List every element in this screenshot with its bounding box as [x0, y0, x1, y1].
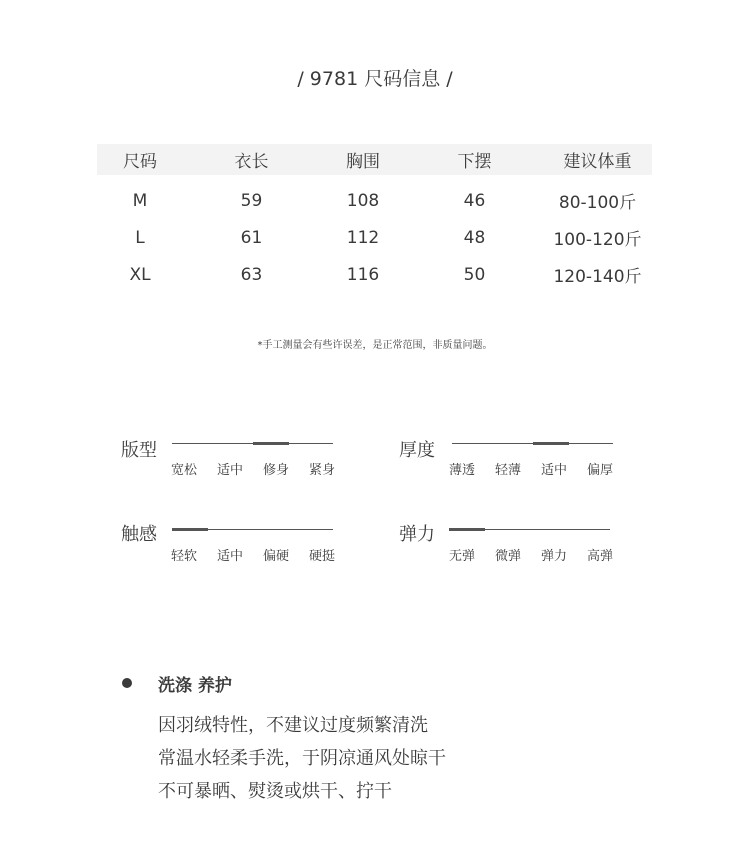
- header-cell: 尺码: [123, 152, 157, 172]
- table-row: [97, 256, 652, 293]
- table-cell: 59: [240, 190, 263, 211]
- scale-option: 无弹: [448, 549, 475, 564]
- header-cell: 衣长: [234, 152, 269, 172]
- table-cell: 108: [346, 190, 380, 211]
- scale-option: 弹力: [540, 549, 567, 564]
- scale-option: 适中: [216, 549, 243, 564]
- scale-option: 薄透: [448, 463, 475, 478]
- scale-marker: [172, 528, 208, 531]
- scale-option: 轻软: [170, 549, 197, 564]
- table-cell: 46: [463, 190, 486, 211]
- bullet-icon: [122, 678, 132, 688]
- scale-marker: [253, 442, 289, 445]
- scale-option: 宽松: [170, 463, 197, 478]
- table-cell: 50: [463, 264, 486, 285]
- scale-option: 修身: [262, 463, 289, 478]
- size-table: [97, 144, 652, 293]
- table-cell: 80-100斤: [558, 193, 637, 213]
- care-title: 洗涤 养护: [158, 676, 232, 696]
- table-cell: 100-120斤: [553, 230, 642, 250]
- scale-option: 高弹: [586, 549, 613, 564]
- care-line: 常温水轻柔手洗，于阴凉通风处晾干: [158, 748, 446, 769]
- scale-option: 紧身: [308, 463, 335, 478]
- scale-option: 适中: [216, 463, 243, 478]
- table-cell: 112: [346, 227, 380, 248]
- table-cell: 116: [346, 264, 380, 285]
- scale-option: 偏厚: [586, 463, 613, 478]
- table-cell: L: [135, 227, 145, 248]
- attr-label: 版型: [121, 440, 157, 461]
- attr-label: 弹力: [399, 524, 435, 545]
- table-cell: 48: [463, 227, 486, 248]
- scale-option: 适中: [540, 463, 567, 478]
- scale-marker: [533, 442, 569, 445]
- care-line: 不可暴晒、熨烫或烘干、拧干: [158, 781, 392, 802]
- table-cell: 61: [240, 227, 263, 248]
- scale-option: 偏硬: [262, 549, 289, 564]
- header-cell: 下摆: [457, 152, 492, 172]
- scale-option: 轻薄: [494, 463, 521, 478]
- table-cell: 63: [240, 264, 263, 285]
- table-row: [97, 219, 652, 256]
- care-line: 因羽绒特性，不建议过度频繁清洗: [158, 715, 428, 736]
- attr-label: 触感: [121, 524, 157, 545]
- scale-option: 硬挺: [308, 549, 335, 564]
- table-row: [97, 182, 652, 219]
- header-cell: 建议体重: [563, 152, 632, 172]
- table-cell: XL: [129, 264, 151, 285]
- table-cell: M: [132, 190, 148, 211]
- page-title: / 9781 尺码信息 /: [297, 68, 453, 90]
- header-cell: 胸围: [346, 152, 380, 172]
- attr-label: 厚度: [399, 440, 435, 461]
- scale-option: 微弹: [494, 549, 521, 564]
- measurement-note: *手工测量会有些许误差，是正常范围，非质量问题。: [257, 340, 493, 351]
- table-cell: 120-140斤: [553, 267, 642, 287]
- size-table-header: [97, 144, 652, 175]
- scale-marker: [449, 528, 485, 531]
